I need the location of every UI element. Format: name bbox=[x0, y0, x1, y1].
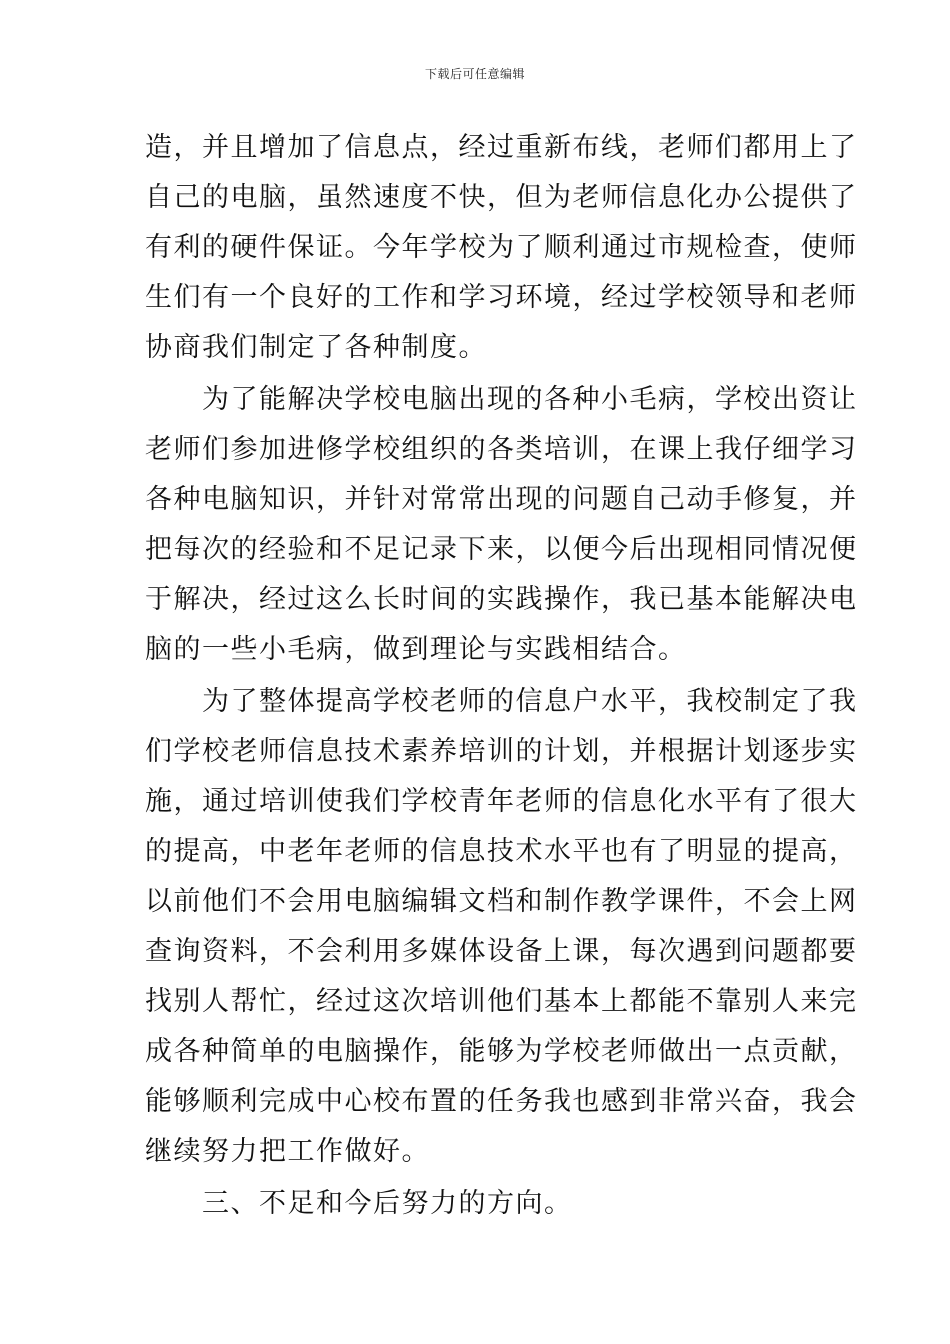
body-line: 继续努力把工作做好。 bbox=[145, 1136, 430, 1167]
body-line: 把每次的经验和不足记录下来，以便今后出现相同情况便 bbox=[145, 534, 858, 565]
body-line: 为了整体提高学校老师的信息户水平，我校制定了我 bbox=[145, 686, 858, 717]
section-heading: 三、不足和今后努力的方向。 bbox=[145, 1188, 573, 1219]
body-line: 有利的硬件保证。今年学校为了顺利通过市规检查，使师 bbox=[145, 232, 858, 263]
body-line: 各种电脑知识，并针对常常出现的问题自己动手修复，并 bbox=[145, 484, 858, 515]
body-line: 能够顺利完成中心校布置的任务我也感到非常兴奋，我会 bbox=[145, 1086, 858, 1117]
body-line: 查询资料，不会利用多媒体设备上课，每次遇到问题都要 bbox=[145, 936, 858, 967]
body-line: 造，并且增加了信息点，经过重新布线，老师们都用上了 bbox=[145, 132, 858, 163]
body-line: 协商我们制定了各种制度。 bbox=[145, 332, 487, 363]
body-line: 找别人帮忙，经过这次培训他们基本上都能不靠别人来完 bbox=[145, 986, 858, 1017]
body-line: 自己的电脑，虽然速度不快，但为老师信息化办公提供了 bbox=[145, 182, 858, 213]
body-line: 于解决，经过这么长时间的实践操作，我已基本能解决电 bbox=[145, 584, 858, 615]
body-line: 为了能解决学校电脑出现的各种小毛病，学校出资让 bbox=[145, 384, 858, 415]
body-line: 的提高，中老年老师的信息技术水平也有了明显的提高， bbox=[145, 836, 858, 867]
body-line: 们学校老师信息技术素养培训的计划，并根据计划逐步实 bbox=[145, 736, 858, 767]
body-line: 成各种简单的电脑操作，能够为学校老师做出一点贡献， bbox=[145, 1036, 858, 1067]
body-line: 以前他们不会用电脑编辑文档和制作教学课件，不会上网 bbox=[145, 886, 858, 917]
body-line: 脑的一些小毛病，做到理论与实践相结合。 bbox=[145, 634, 687, 665]
body-line: 生们有一个良好的工作和学习环境，经过学校领导和老师 bbox=[145, 282, 858, 313]
body-line: 施，通过培训使我们学校青年老师的信息化水平有了很大 bbox=[145, 786, 858, 817]
body-line: 老师们参加进修学校组织的各类培训，在课上我仔细学习 bbox=[145, 434, 858, 465]
page-header: 下载后可任意编辑 bbox=[424, 67, 525, 81]
